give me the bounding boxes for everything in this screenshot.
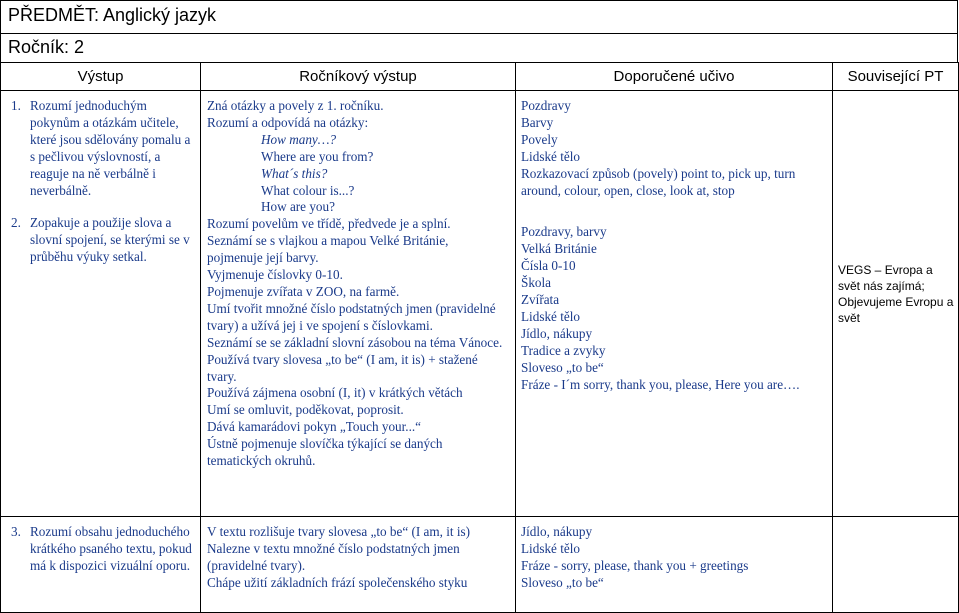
text-line: Seznámí se s vlajkou a mapou Velké Británie, pojmenuje její barvy. bbox=[207, 233, 449, 266]
ucivo-line: Fráze - I´m sorry, thank you, please, Here you are…. bbox=[521, 376, 800, 392]
ucivo-line: Sloveso „to be“ bbox=[521, 574, 604, 590]
item-text: Rozumí obsahu jednoduchého krátkého psaného textu, pokud má k dispozici vizuální oporu. bbox=[30, 524, 192, 573]
ucivo-line: Škola bbox=[521, 275, 552, 291]
rocnikovy-vystup-cell bbox=[201, 517, 516, 613]
text-line: Zná otázky a povely z 1. ročníku. bbox=[207, 98, 384, 113]
column-header-vystup: Výstup bbox=[1, 63, 201, 91]
souvisejici-pt-cell bbox=[833, 517, 959, 613]
ucivo-line: Pozdravy, barvy bbox=[521, 224, 607, 240]
column-header-rocnikovy-vystup: Ročníkový výstup bbox=[201, 63, 516, 91]
vystup-item bbox=[11, 215, 192, 266]
ucivo-line: Velká Británie bbox=[521, 241, 597, 257]
ucivo-line: Jídlo, nákupy bbox=[521, 325, 593, 341]
question-line: What colour is...? bbox=[261, 182, 355, 198]
ucivo-line: Čísla 0-10 bbox=[521, 258, 576, 274]
text-line: Rozumí a odpovídá na otázky: bbox=[207, 114, 369, 130]
text-line: Dává kamarádovi pokyn „Touch your...“ bbox=[207, 419, 422, 435]
text-line: Ústně pojmenuje slovíčka týkající se daných tematických okruhů. bbox=[207, 436, 443, 469]
table-header-row bbox=[1, 63, 959, 91]
table-row bbox=[1, 91, 959, 517]
ucivo-line: Tradice a zvyky bbox=[521, 342, 606, 358]
question-line: How are you? bbox=[261, 199, 335, 215]
ucivo-line: Pozdravy bbox=[521, 98, 571, 113]
grade-label: Ročník: 2 bbox=[0, 33, 958, 63]
vystup-cell bbox=[1, 91, 201, 517]
pt-text: VEGS – Evropa a svět nás zajímá; Objevujeme Evropu a svět bbox=[838, 263, 954, 325]
text-line: Používá tvary slovesa „to be“ (I am, it is) + stažené tvary. bbox=[207, 351, 478, 384]
rocnikovy-vystup-cell bbox=[201, 91, 516, 517]
item-text: Zopakuje a použije slova a slovní spojení, se kterými se v průběhu výuky setkal. bbox=[30, 215, 190, 265]
text-line: Umí tvořit množné číslo podstatných jmen (pravidelné tvary) a užívá jej i ve spojení s číslovkami. bbox=[207, 300, 496, 333]
text-line: Chápe užití základních frází společenského styku bbox=[207, 574, 468, 590]
text-line: Seznámí se se základní slovní zásobou na téma Vánoce. bbox=[207, 334, 503, 350]
column-header-doporucene-ucivo: Doporučené učivo bbox=[516, 63, 833, 91]
text-line: Umí se omluvit, poděkovat, poprosit. bbox=[207, 402, 404, 418]
vystup-item bbox=[11, 524, 192, 575]
subject-title: PŘEDMĚT: Anglický jazyk bbox=[0, 0, 958, 34]
ucivo-line: Lidské tělo bbox=[521, 148, 580, 164]
ucivo-line: Rozkazovací způsob (povely) point to, pick up, turn around, colour, open, close, look at, stop bbox=[521, 165, 796, 198]
ucivo-line: Zvířata bbox=[521, 292, 560, 308]
text-line: Rozumí povelům ve třídě, předvede je a splní. bbox=[207, 216, 451, 232]
question-line: What´s this? bbox=[261, 165, 328, 181]
vystup-item bbox=[11, 98, 192, 199]
text-line: Vyjmenuje číslovky 0-10. bbox=[207, 267, 343, 283]
question-line: How many…? bbox=[261, 131, 337, 147]
ucivo-line: Sloveso „to be“ bbox=[521, 359, 604, 375]
text-line: Nalezne v textu množné číslo podstatných jmen (pravidelné tvary). bbox=[207, 540, 460, 573]
item-number: 1. bbox=[11, 98, 21, 113]
curriculum-table bbox=[0, 62, 959, 613]
text-line: Používá zájmena osobní (I, it) v krátkých větách bbox=[207, 385, 463, 401]
ucivo-line: Jídlo, nákupy bbox=[521, 524, 593, 539]
ucivo-line: Povely bbox=[521, 131, 558, 147]
text-line: V textu rozlišuje tvary slovesa „to be“ (I am, it is) bbox=[207, 524, 471, 539]
vystup-cell bbox=[1, 517, 201, 613]
item-number: 3. bbox=[11, 524, 21, 539]
item-text: Rozumí jednoduchým pokynům a otázkám učitele, které jsou sdělovány pomalu a s pečlivou výslovností, a reaguje na ně verbálně i neverbálně. bbox=[30, 98, 191, 198]
table-row bbox=[1, 517, 959, 613]
item-number: 2. bbox=[11, 215, 21, 231]
text-line: Pojmenuje zvířata v ZOO, na farmě. bbox=[207, 283, 400, 299]
ucivo-line: Fráze - sorry, please, thank you + greetings bbox=[521, 557, 749, 573]
ucivo-line: Lidské tělo bbox=[521, 308, 580, 324]
doporucene-ucivo-cell bbox=[516, 517, 833, 613]
column-header-souvisejici-pt: Související PT bbox=[833, 63, 959, 91]
ucivo-line: Barvy bbox=[521, 114, 554, 130]
doporucene-ucivo-cell bbox=[516, 91, 833, 517]
ucivo-line: Lidské tělo bbox=[521, 540, 580, 556]
question-line: Where are you from? bbox=[261, 148, 374, 164]
souvisejici-pt-cell bbox=[833, 91, 959, 517]
